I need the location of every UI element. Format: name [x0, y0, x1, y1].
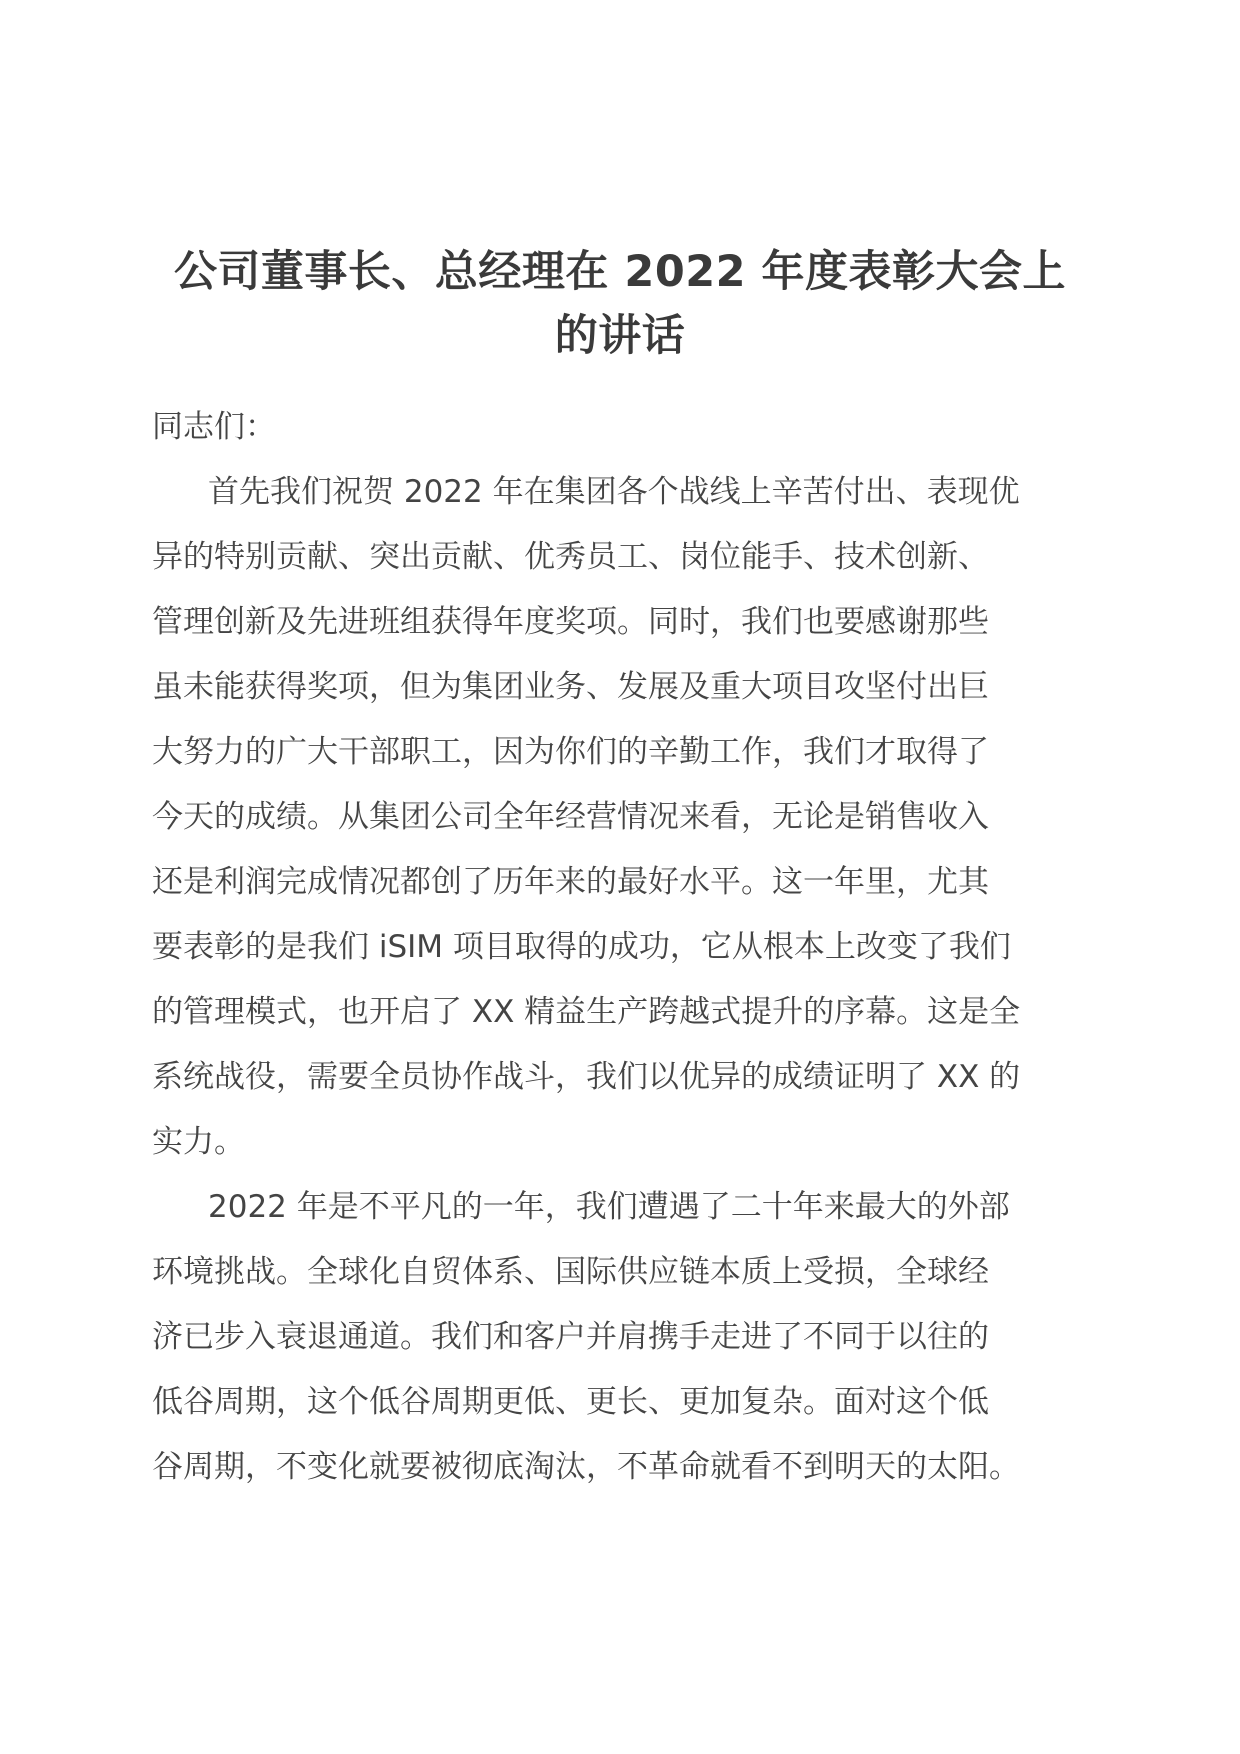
salutation: 同志们：	[152, 409, 276, 445]
paragraph-line: 系统战役，需要全员协作战斗，我们以优异的成绩证明了 XX 的	[152, 1059, 1021, 1095]
document-title	[150, 240, 1090, 368]
paragraph-line: 还是利润完成情况都创了历年来的最好水平。这一年里，尤其	[152, 864, 989, 900]
paragraph-line: 2022 年是不平凡的一年，我们遭遇了二十年来最大的外部	[208, 1189, 1010, 1225]
paragraph-line: 虽未能获得奖项，但为集团业务、发展及重大项目攻坚付出巨	[152, 669, 989, 705]
paragraph-line: 环境挑战。全球化自贸体系、国际供应链本质上受损，全球经	[152, 1254, 989, 1290]
paragraph-line: 实力。	[152, 1124, 245, 1160]
paragraph-line: 低谷周期，这个低谷周期更低、更长、更加复杂。面对这个低	[152, 1384, 989, 1420]
paragraph-line: 大努力的广大干部职工，因为你们的辛勤工作，我们才取得了	[152, 734, 989, 770]
paragraph-line: 首先我们祝贺 2022 年在集团各个战线上辛苦付出、表现优	[208, 474, 1020, 510]
title-line: 公司董事长、总经理在 2022 年度表彰大会上	[173, 247, 1067, 297]
paragraph-line: 的管理模式，也开启了 XX 精益生产跨越式提升的序幕。这是全	[152, 994, 1021, 1030]
document-body	[152, 395, 1112, 1500]
paragraph-1	[152, 460, 1112, 1175]
paragraph-line: 要表彰的是我们 iSIM 项目取得的成功，它从根本上改变了我们	[152, 929, 1011, 965]
paragraph-line: 今天的成绩。从集团公司全年经营情况来看，无论是销售收入	[152, 799, 989, 835]
paragraph-line: 管理创新及先进班组获得年度奖项。同时，我们也要感谢那些	[152, 604, 989, 640]
paragraph-line: 异的特别贡献、突出贡献、优秀员工、岗位能手、技术创新、	[152, 539, 989, 575]
title-line: 的讲话	[554, 311, 686, 361]
paragraph-line: 谷周期，不变化就要被彻底淘汰，不革命就看不到明天的太阳。	[152, 1449, 1020, 1485]
paragraph-2	[152, 1175, 1112, 1500]
paragraph-line: 济已步入衰退通道。我们和客户并肩携手走进了不同于以往的	[152, 1319, 989, 1355]
